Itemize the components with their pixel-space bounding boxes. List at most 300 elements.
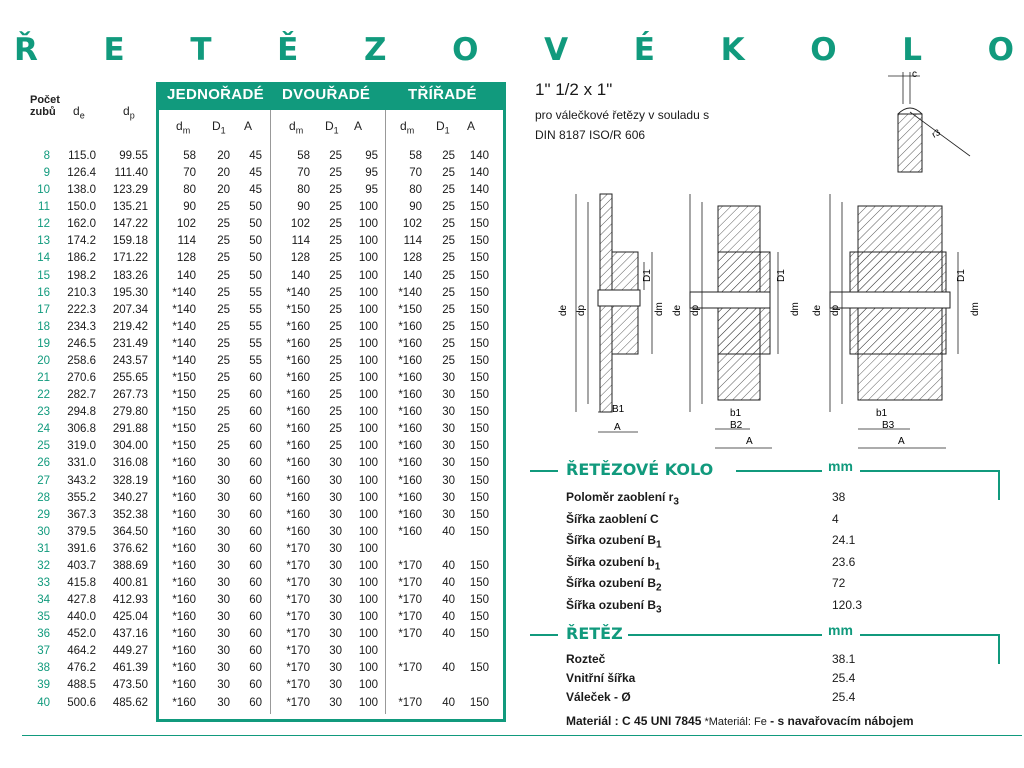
table-cell: 30 [217, 542, 230, 555]
param-row: Šířka ozubení $B_3$ 120.3 [566, 597, 863, 615]
table-cell: 30 [329, 696, 342, 709]
table-cell: 25 [442, 303, 455, 316]
table-row [0, 457, 506, 474]
table-cell: 60 [249, 611, 262, 624]
table-cell: 25 [329, 337, 342, 350]
table-cell: *160 [172, 525, 196, 538]
table-cell: 60 [249, 389, 262, 402]
svg-text:A: A [898, 436, 905, 447]
table-cell: *160 [172, 628, 196, 641]
group-triradé: TŘÍŘADÉ [408, 86, 477, 103]
table-cell: 45 [249, 167, 262, 180]
table-cell: 150 [469, 594, 489, 607]
table-cell: 171.22 [112, 252, 148, 265]
table-cell: 427.8 [67, 594, 96, 607]
table-cell: 16 [37, 286, 50, 299]
table-cell: 19 [37, 337, 50, 350]
table-cell: *160 [286, 389, 310, 402]
table-row [0, 577, 506, 594]
table-cell: 30 [442, 440, 455, 453]
table-cell: *170 [286, 696, 310, 709]
table-cell: 328.19 [112, 474, 148, 487]
table-cell: *170 [286, 611, 310, 624]
duplex-sprocket-drawing [672, 194, 801, 448]
table-cell: *160 [172, 559, 196, 572]
table-cell: 488.5 [67, 679, 96, 692]
table-cell: 150 [469, 389, 489, 402]
table-cell: 20 [37, 354, 50, 367]
table-cell: 279.80 [112, 406, 148, 419]
table-cell: 140 [469, 150, 489, 162]
table-cell: *140 [172, 320, 196, 333]
table-cell: 379.5 [67, 525, 96, 538]
table-cell: 425.04 [112, 611, 148, 624]
table-cell: 60 [249, 679, 262, 692]
table-cell: *160 [398, 457, 422, 470]
table-cell: 60 [249, 696, 262, 709]
table-row [0, 406, 506, 423]
table-row [0, 252, 506, 269]
table-cell: 60 [249, 372, 262, 385]
table-cell: 115.0 [68, 150, 96, 162]
table-cell: 30 [217, 594, 230, 607]
section-kolo-header: ŘETĚZOVÉ KOLO mm [530, 460, 1000, 484]
table-cell: 20 [217, 150, 230, 162]
table-cell: *170 [286, 594, 310, 607]
header-dm-g1: $d_m$ [176, 119, 191, 136]
table-cell: *160 [398, 372, 422, 385]
table-cell: 473.50 [112, 679, 148, 692]
table-cell: 31 [37, 542, 50, 555]
table-cell: 30 [217, 628, 230, 641]
table-cell: 25 [217, 406, 230, 419]
title-letter: K [720, 32, 745, 68]
table-cell: *160 [286, 508, 310, 521]
table-cell: 291.88 [112, 423, 148, 436]
table-cell: 140 [176, 269, 196, 282]
header-d1-g1: $D_1$ [212, 119, 226, 136]
table-cell: *140 [172, 337, 196, 350]
table-cell: 25 [217, 372, 230, 385]
table-cell: 246.5 [67, 337, 96, 350]
table-row [0, 475, 506, 492]
table-cell: *160 [172, 696, 196, 709]
label-de: de [558, 304, 569, 316]
table-cell: 25 [442, 269, 455, 282]
table-cell: 25 [329, 167, 342, 180]
table-cell: 100 [358, 542, 378, 555]
table-cell: 55 [249, 286, 262, 299]
table-cell: 30 [329, 457, 342, 470]
table-cell: 45 [249, 150, 262, 162]
table-cell: 55 [249, 337, 262, 350]
table-cell: 102 [402, 218, 422, 231]
table-cell: *160 [172, 594, 196, 607]
table-cell: 25 [329, 218, 342, 231]
table-cell: 100 [358, 474, 378, 487]
table-cell: *160 [172, 645, 196, 658]
label-A: A [614, 422, 621, 433]
table-cell: 150 [469, 611, 489, 624]
table-cell: 150 [469, 235, 489, 248]
table-cell: 39 [37, 679, 50, 692]
table-cell: 30 [442, 508, 455, 521]
table-cell: 30 [329, 594, 342, 607]
table-cell: 32 [37, 559, 50, 572]
title-letter: E [103, 32, 125, 68]
table-cell: 60 [249, 440, 262, 453]
table-cell: 340.27 [112, 491, 148, 504]
table-cell: 210.3 [67, 286, 96, 299]
table-cell: *150 [172, 372, 196, 385]
table-cell: 20 [217, 167, 230, 180]
table-cell: 30 [329, 577, 342, 589]
table-cell: 26 [37, 457, 50, 470]
table-row [0, 321, 506, 338]
table-cell: *170 [398, 696, 422, 709]
table-cell: 150 [469, 508, 489, 521]
table-cell: 30 [329, 559, 342, 572]
group-dvouradé: DVOUŘADÉ [282, 86, 371, 103]
table-cell: 140 [402, 269, 422, 282]
table-cell: 30 [217, 696, 230, 709]
chain-dimension: 1" 1/2 x 1" [535, 80, 613, 99]
table-cell: 412.93 [112, 594, 148, 607]
table-cell: 162.0 [67, 218, 96, 231]
param-row: Rozteč 38.1 [566, 652, 856, 666]
table-cell: *150 [172, 389, 196, 402]
table-cell: *140 [398, 286, 422, 299]
bottom-rule [22, 735, 1022, 736]
label-r3: r3 [930, 127, 942, 140]
table-cell: 140 [469, 184, 489, 197]
table-cell: 30 [329, 662, 342, 675]
table-row [0, 304, 506, 321]
table-cell: 219.42 [112, 320, 148, 333]
table-cell: 440.0 [67, 611, 96, 624]
table-cell: 150 [469, 491, 489, 504]
table-cell: 40 [442, 594, 455, 607]
table-cell: 255.65 [112, 372, 148, 385]
table-cell: 28 [37, 491, 50, 504]
param-row: Vnitřní šířka 25.4 [566, 671, 856, 685]
table-cell: *160 [172, 508, 196, 521]
table-cell: 140 [469, 167, 489, 180]
param-row: Váleček - Ø 25.4 [566, 690, 856, 704]
table-cell: 186.2 [67, 252, 96, 265]
table-cell: *160 [398, 337, 422, 350]
table-cell: 40 [37, 696, 50, 709]
table-row [0, 372, 506, 389]
table-cell: 150 [469, 269, 489, 282]
table-cell: 25 [442, 201, 455, 214]
table-cell: *160 [172, 611, 196, 624]
table-cell: 25 [217, 235, 230, 248]
table-cell: 461.39 [112, 662, 148, 675]
table-cell: 40 [442, 611, 455, 624]
table-cell: 23 [37, 406, 50, 419]
table-cell: 60 [249, 628, 262, 641]
table-cell: 150 [469, 286, 489, 299]
table-cell: 30 [217, 474, 230, 487]
table-cell: 437.16 [112, 628, 148, 641]
table-cell: 207.34 [112, 303, 148, 316]
table-cell: 60 [249, 594, 262, 607]
table-cell: 25 [37, 440, 50, 453]
sprocket-drawings [540, 66, 1020, 456]
table-cell: 55 [249, 354, 262, 367]
table-cell: *140 [172, 354, 196, 367]
table-cell: 30 [442, 389, 455, 402]
svg-text:D1: D1 [776, 269, 787, 282]
table-cell: 294.8 [67, 406, 96, 419]
table-cell: 100 [358, 611, 378, 624]
table-cell: *170 [398, 577, 422, 589]
table-cell: 306.8 [67, 423, 96, 436]
table-cell: 70 [183, 167, 196, 180]
table-cell: 60 [249, 662, 262, 675]
table-cell: 30 [217, 662, 230, 675]
table-cell: 25 [217, 320, 230, 333]
table-cell: 150 [469, 474, 489, 487]
table-cell: 25 [217, 286, 230, 299]
table-cell: 100 [358, 440, 378, 453]
table-cell: *160 [286, 406, 310, 419]
table-cell: 58 [183, 150, 196, 162]
table-cell: 25 [329, 269, 342, 282]
table-cell: 36 [37, 628, 50, 641]
table-cell: 25 [442, 320, 455, 333]
table-cell: 30 [329, 508, 342, 521]
tooth-detail-drawing [888, 69, 970, 172]
param-row: Poloměr zaoblení $r_3$ 38 [566, 490, 846, 508]
table-cell: 30 [329, 474, 342, 487]
table-cell: 25 [329, 372, 342, 385]
table-cell: 25 [217, 440, 230, 453]
table-cell: 102 [176, 218, 196, 231]
table-cell: *170 [286, 662, 310, 675]
table-row [0, 389, 506, 406]
table-cell: 60 [249, 457, 262, 470]
svg-text:de: de [812, 304, 823, 316]
table-cell: 500.6 [67, 696, 96, 709]
table-row [0, 201, 506, 218]
table-cell: 25 [442, 184, 455, 197]
table-row [0, 218, 506, 235]
table-cell: 100 [358, 491, 378, 504]
table-cell: 30 [442, 372, 455, 385]
table-cell: 25 [217, 303, 230, 316]
table-cell: 343.2 [67, 474, 96, 487]
table-cell: 415.8 [67, 577, 96, 589]
table-cell: 138.0 [67, 184, 96, 197]
table-cell: 355.2 [67, 491, 96, 504]
table-cell: 25 [217, 337, 230, 350]
table-cell: 60 [249, 474, 262, 487]
svg-text:b1: b1 [876, 408, 888, 419]
table-cell: 391.6 [67, 542, 96, 555]
spec-line-1: pro válečkové řetězy v souladu s [535, 108, 710, 122]
table-cell: 150 [469, 354, 489, 367]
table-cell: 452.0 [67, 628, 96, 641]
table-cell: 30 [329, 645, 342, 658]
table-cell: 316.08 [112, 457, 148, 470]
table-row [0, 270, 506, 287]
param-row: Šířka zaoblení C 4 [566, 511, 839, 526]
table-cell: *160 [398, 508, 422, 521]
table-cell: 102 [290, 218, 310, 231]
table-cell: 90 [183, 201, 196, 214]
table-cell: 123.29 [112, 184, 148, 197]
table-cell: 25 [442, 286, 455, 299]
table-cell: 258.6 [67, 354, 96, 367]
table-cell: 80 [297, 184, 310, 197]
table-cell: 60 [249, 525, 262, 538]
table-cell: 150 [469, 337, 489, 350]
table-cell: 30 [217, 645, 230, 658]
table-cell: 37 [37, 645, 50, 658]
table-cell: 30 [442, 457, 455, 470]
table-cell: *170 [398, 628, 422, 641]
table-cell: 30 [329, 525, 342, 538]
table-cell: 476.2 [67, 662, 96, 675]
table-cell: 95 [365, 184, 378, 197]
table-cell: 100 [358, 423, 378, 436]
table-cell: 114 [177, 235, 196, 248]
table-cell: 100 [358, 628, 378, 641]
table-row [0, 184, 506, 201]
table-cell: 17 [37, 303, 50, 316]
svg-text:de: de [672, 304, 683, 316]
header-dp: $d_p$ [123, 104, 135, 121]
table-row [0, 509, 506, 526]
table-cell: 13 [37, 235, 50, 248]
table-cell: 174.2 [67, 235, 96, 248]
table-row [0, 150, 506, 167]
table-cell: *170 [398, 559, 422, 572]
table-cell: 30 [442, 423, 455, 436]
table-cell: 50 [249, 218, 262, 231]
table-cell: 304.00 [112, 440, 148, 453]
table-cell: 243.57 [112, 354, 148, 367]
table-cell: 24 [37, 423, 50, 436]
table-cell: 30 [329, 542, 342, 555]
table-cell: 270.6 [67, 372, 96, 385]
table-cell: 100 [358, 406, 378, 419]
table-cell: *160 [398, 440, 422, 453]
table-cell: 25 [329, 286, 342, 299]
header-a-g3: A [467, 119, 476, 133]
table-cell: 100 [358, 303, 378, 316]
table-cell: *160 [398, 389, 422, 402]
table-cell: 50 [249, 235, 262, 248]
title-letter: O [987, 32, 1014, 68]
table-cell: 30 [217, 457, 230, 470]
title-letter: L [902, 32, 922, 68]
table-cell: 150 [469, 662, 489, 675]
table-cell: 388.69 [112, 559, 148, 572]
table-cell: 231.49 [112, 337, 148, 350]
table-cell: 30 [329, 611, 342, 624]
table-cell: 222.3 [67, 303, 96, 316]
table-cell: *150 [398, 303, 422, 316]
table-cell: 282.7 [67, 389, 96, 402]
table-cell: 95 [365, 150, 378, 162]
table-cell: 150 [469, 218, 489, 231]
header-a-g2: A [354, 119, 363, 133]
table-cell: 60 [249, 508, 262, 521]
table-cell: 25 [442, 218, 455, 231]
table-cell: 30 [217, 679, 230, 692]
table-cell: 100 [358, 457, 378, 470]
table-cell: 9 [43, 167, 50, 180]
title-letter: O [452, 32, 479, 68]
table-cell: *160 [398, 320, 422, 333]
param-row: Šířka ozubení $B_2$ 72 [566, 576, 846, 594]
table-cell: 25 [329, 303, 342, 316]
table-cell: 30 [442, 406, 455, 419]
table-cell: 100 [358, 662, 378, 675]
table-cell: 147.22 [112, 218, 148, 231]
table-cell: *160 [172, 577, 196, 589]
table-cell: *150 [172, 406, 196, 419]
table-cell: 25 [329, 406, 342, 419]
table-cell: *160 [286, 474, 310, 487]
table-cell: 25 [329, 184, 342, 197]
section-bracket [998, 470, 1000, 500]
table-cell: 25 [442, 354, 455, 367]
table-cell: 35 [37, 611, 50, 624]
table-cell: *160 [286, 354, 310, 367]
table-cell: 126.4 [67, 167, 96, 180]
table-cell: 30 [217, 577, 230, 589]
table-cell: *140 [172, 303, 196, 316]
table-row [0, 235, 506, 252]
label-b1: b1 [730, 408, 742, 419]
table-cell: 25 [217, 201, 230, 214]
group-jednoradé: JEDNOŘADÉ [167, 86, 264, 103]
table-cell: 100 [358, 559, 378, 572]
table-cell: *160 [172, 662, 196, 675]
table-cell: 150 [469, 440, 489, 453]
param-row: Šířka ozubení $b_1$ 23.6 [566, 554, 856, 572]
table-cell: *170 [398, 594, 422, 607]
table-cell: 60 [249, 542, 262, 555]
table-cell: 40 [442, 559, 455, 572]
svg-text:A: A [746, 436, 753, 447]
table-cell: 400.81 [112, 577, 148, 589]
table-cell: 25 [329, 440, 342, 453]
table-cell: 128 [290, 252, 310, 265]
table-cell: 12 [37, 218, 50, 231]
table-cell: 140 [290, 269, 310, 282]
header-a-g1: A [244, 119, 253, 133]
table-cell: 30 [329, 679, 342, 692]
material-note: Materiál : C 45 UNI 7845 *Materiál: Fe - s navařovacím nábojem [566, 714, 914, 728]
table-cell: 50 [249, 269, 262, 282]
table-row [0, 440, 506, 457]
table-cell: 27 [37, 474, 50, 487]
header-d1-g2: $D_1$ [325, 119, 339, 136]
table-cell: 25 [442, 252, 455, 265]
table-cell: *160 [286, 320, 310, 333]
table-cell: 40 [442, 662, 455, 675]
table-cell: 150 [469, 423, 489, 436]
table-cell: 150 [469, 372, 489, 385]
header-de: $d_e$ [73, 104, 85, 121]
table-cell: 40 [442, 696, 455, 709]
table-cell: 25 [442, 150, 455, 162]
